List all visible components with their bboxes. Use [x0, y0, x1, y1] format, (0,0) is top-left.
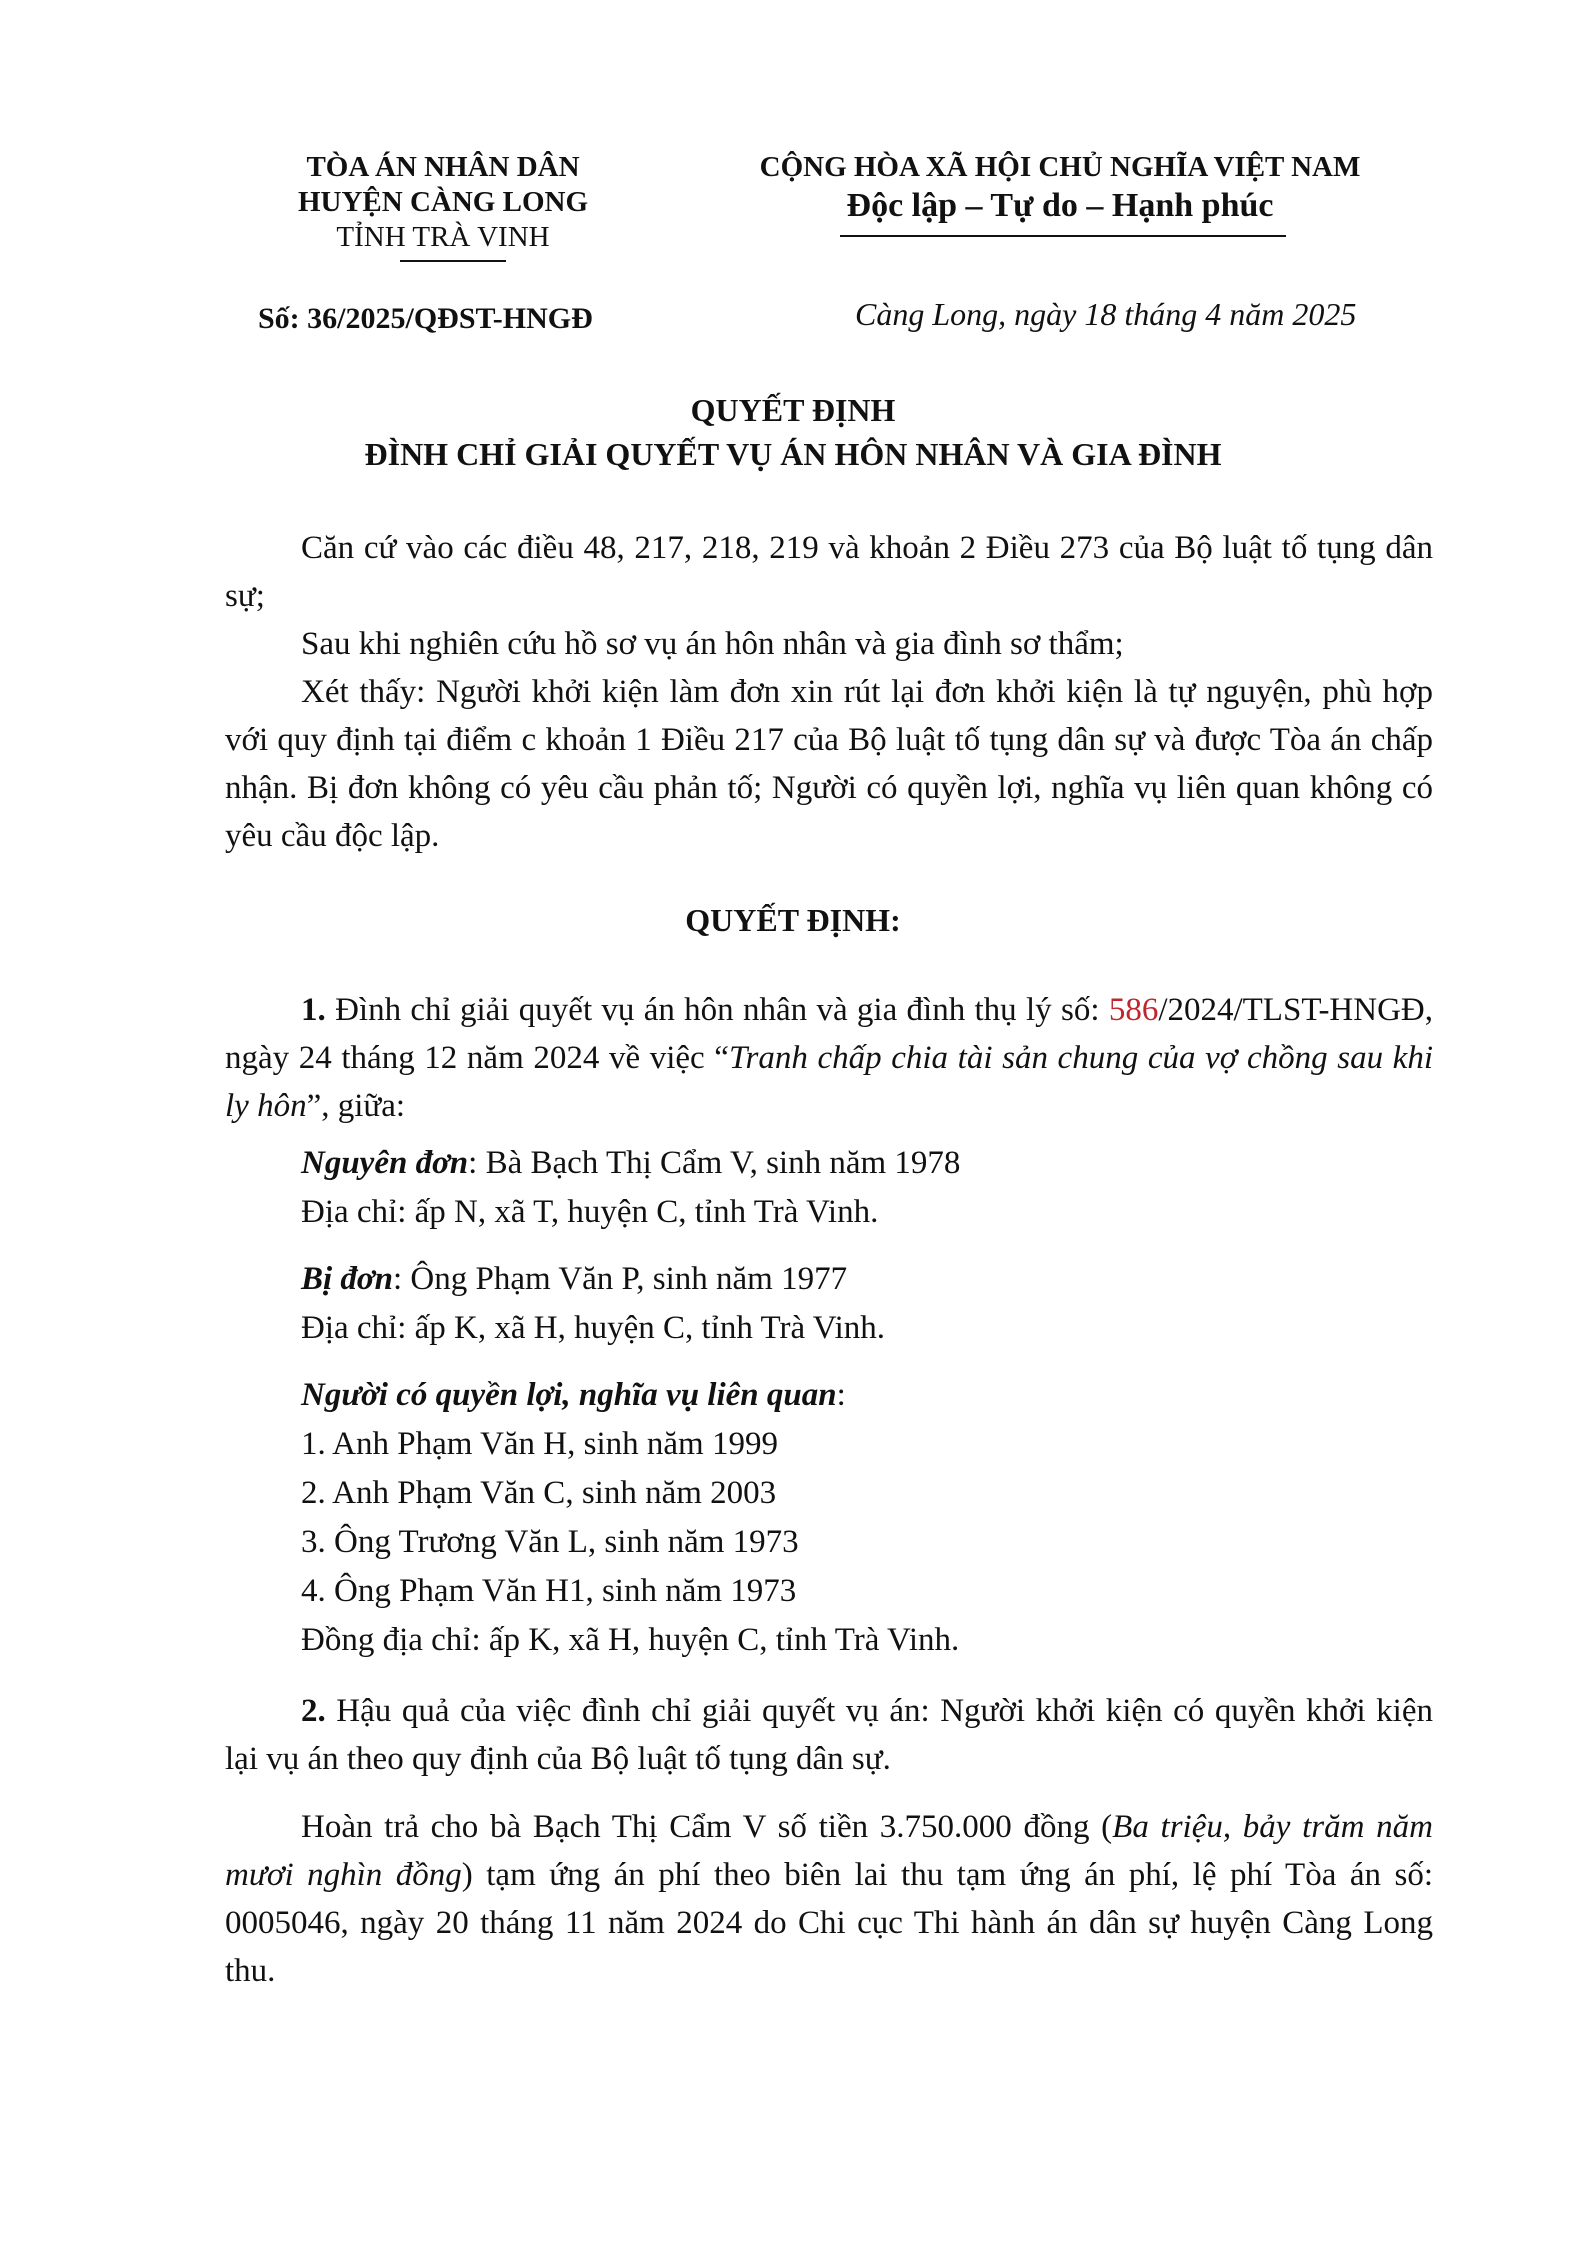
refund-text-b: ) tạm ứng án phí theo biên lai thu tạm ứng án phí, lệ phí Tòa án số: 0005046, ngày 20 tháng 11 năm 2024 do Chi cục Thi hành án dân sự huyện Càng Long thu. — [225, 1857, 1433, 1989]
plaintiff-line — [301, 1145, 960, 1182]
court-header-rule — [400, 260, 506, 262]
item-2-text: Hậu quả của việc đình chỉ giải quyết vụ án: Người khởi kiện có quyền khởi kiện lại vụ án theo quy định của Bộ luật tố tụng dân sự. — [225, 1693, 1433, 1777]
court-line-3: TỈNH TRÀ VINH — [336, 221, 550, 253]
preamble-review: Sau khi nghiên cứu hồ sơ vụ án hôn nhân và gia đình sơ thẩm; — [301, 626, 1124, 662]
item-2-paragraph — [225, 1687, 1433, 1783]
item-1-text-b: /2024/TLST-HNGĐ, ngày 24 tháng 12 năm 2024 về việc “ — [225, 992, 1434, 1076]
decision-heading: QUYẾT ĐỊNH: — [685, 902, 901, 938]
preamble — [225, 524, 1433, 860]
document-subtitle: ĐÌNH CHỈ GIẢI QUYẾT VỤ ÁN HÔN NHÂN VÀ GIA ĐÌNH — [364, 436, 1222, 472]
defendant-info: : Ông Phạm Văn P, sinh năm 1977 — [393, 1261, 848, 1297]
related-person: 1. Anh Phạm Văn H, sinh năm 1999 — [301, 1426, 778, 1462]
court-header — [248, 150, 638, 255]
decision-item-2 — [225, 1687, 1433, 1783]
nation-line-1: CỘNG HÒA XÃ HỘI CHỦ NGHĨA VIỆT NAM — [759, 151, 1361, 183]
nation-header-rule — [840, 235, 1286, 237]
related-person: 4. Ông Phạm Văn H1, sinh năm 1973 — [301, 1573, 797, 1609]
related-colon: : — [836, 1377, 846, 1413]
item-1-number: 1. — [301, 992, 326, 1028]
item-1-paragraph — [225, 986, 1433, 1130]
plaintiff-address: Địa chỉ: ấp N, xã T, huyện C, tỉnh Trà Vinh. — [301, 1194, 879, 1230]
related-label: Người có quyền lợi, nghĩa vụ liên quan — [301, 1377, 837, 1413]
defendant-address: Địa chỉ: ấp K, xã H, huyện C, tỉnh Trà Vinh. — [301, 1310, 886, 1346]
defendant-line — [301, 1261, 847, 1298]
related-person: 2. Anh Phạm Văn C, sinh năm 2003 — [301, 1475, 777, 1511]
plaintiff-label: Nguyên đơn — [301, 1145, 469, 1181]
nation-header — [720, 150, 1400, 227]
preamble-basis: Căn cứ vào các điều 48, 217, 218, 219 và khoản 2 Điều 273 của Bộ luật tố tụng dân sự; — [225, 530, 1433, 614]
refund-amount-words: Ba triệu, bảy trăm năm mươi nghìn đồng — [225, 1809, 1433, 1893]
decision-item-1 — [225, 986, 1433, 1130]
case-subject: Tranh chấp chia tài sản chung của vợ chồng sau khi ly hôn — [225, 1040, 1433, 1124]
nation-motto: Độc lập – Tự do – Hạnh phúc — [846, 187, 1274, 224]
related-person: 3. Ông Trương Văn L, sinh năm 1973 — [301, 1524, 799, 1560]
court-line-1: TÒA ÁN NHÂN DÂN — [306, 151, 580, 183]
refund-text-a: Hoàn trả cho bà Bạch Thị Cẩm V số tiền 3.750.000 đồng ( — [301, 1809, 1113, 1845]
place-date: Càng Long, ngày 18 tháng 4 năm 2025 — [855, 296, 1357, 332]
item-1-text-c: ”, giữa: — [306, 1088, 406, 1124]
plaintiff-info: : Bà Bạch Thị Cẩm V, sinh năm 1978 — [468, 1145, 961, 1181]
item-2-number: 2. — [301, 1693, 326, 1729]
document-number: Số: 36/2025/QĐST-HNGĐ — [258, 302, 593, 335]
related-heading — [301, 1377, 846, 1414]
defendant-label: Bị đơn — [301, 1261, 393, 1297]
item-1-text-a: Đình chỉ giải quyết vụ án hôn nhân và gia đình thụ lý số: — [335, 992, 1100, 1028]
document-title: QUYẾT ĐỊNH — [690, 392, 896, 428]
court-line-2: HUYỆN CÀNG LONG — [297, 186, 588, 218]
refund-paragraph — [225, 1803, 1433, 1995]
preamble-finding: Xét thấy: Người khởi kiện làm đơn xin rút lại đơn khởi kiện là tự nguyện, phù hợp với quy định tại điểm c khoản 1 Điều 217 của Bộ luật tố tụng dân sự và được Tòa án chấp nhận. Bị đơn không có yêu cầu phản tố; Người có quyền lợi, nghĩa vụ liên quan không có yêu cầu độc lập. — [225, 674, 1433, 854]
refund-text — [225, 1803, 1433, 1995]
case-number-highlight: 586 — [1108, 992, 1159, 1028]
related-address: Đồng địa chỉ: ấp K, xã H, huyện C, tỉnh Trà Vinh. — [301, 1622, 960, 1658]
